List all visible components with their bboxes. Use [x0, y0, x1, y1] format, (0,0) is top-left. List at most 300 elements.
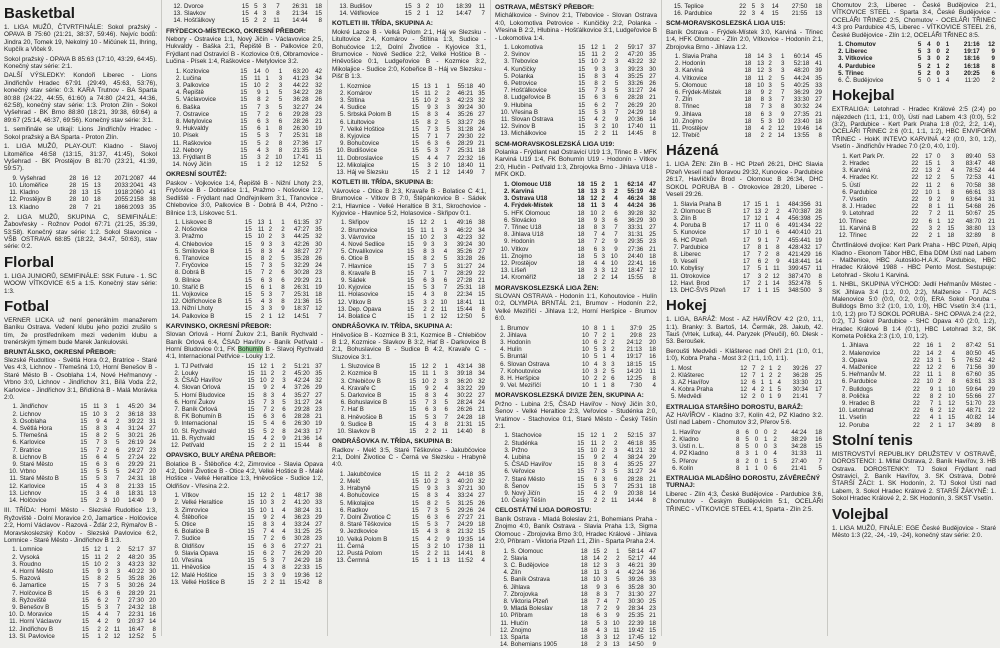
table-cell: 2 [598, 274, 606, 281]
table-cell: 8 [921, 393, 934, 400]
table-cell: 12 [109, 633, 121, 640]
table-cell: 9 [981, 55, 996, 62]
table-cell: 3 [432, 521, 439, 528]
team-name-cell: Václavovice [182, 96, 235, 103]
team-name-cell: Třinec [848, 218, 905, 225]
table-cell: 37 [145, 546, 157, 553]
table-cell: 35:28 [621, 584, 645, 591]
table-row [332, 147, 486, 154]
table-cell: 9. [166, 277, 181, 284]
table-cell: 5 [273, 255, 286, 262]
paragraph: Nebory - Ostravice 1:1, Nový Jičín - Václavovice 2:5, Hukvaldy - Baška 2:1, Řepiště B - Palkovice 2:0, Frýdlant nad Ostravicí B - Kozlovice 0:6, Olbramovice - Lučina - Písek 1:4, Raškovice - Metylovice 3:2. [166, 36, 323, 66]
table-row [332, 363, 486, 370]
table-cell: 26 [474, 500, 486, 507]
table-cell: 2 [265, 269, 273, 276]
standings-table [332, 3, 486, 17]
table-cell: 87:42 [956, 342, 982, 349]
table-cell: 5 [145, 633, 157, 640]
subheading: OKRESNÍ SOUTĚŽ: [166, 171, 323, 178]
table-cell: 18 [810, 118, 823, 125]
standings-table [495, 548, 657, 648]
table-cell: 3 [768, 443, 777, 450]
table-row [4, 204, 157, 211]
table-cell: 4 [590, 361, 599, 368]
table-cell: 9. [495, 382, 506, 389]
table-cell: 4 [275, 528, 287, 535]
team-name-cell: Jakubčovice [346, 471, 408, 478]
team-name-cell: Jihlava [681, 111, 740, 118]
table-cell: 10. [166, 428, 181, 435]
table-cell: 3 [415, 299, 428, 306]
table-cell: 12 [943, 407, 956, 414]
table-row [166, 507, 323, 514]
subheading: FRÝDECKO-MÍSTECKO, OKRESNÍ PŘEBOR: [166, 28, 323, 35]
team-name-cell: Sparta [510, 634, 577, 641]
team-name-cell: Vítkov B [347, 299, 402, 306]
table-row [4, 439, 157, 446]
table-cell: 29 [644, 454, 657, 461]
table-cell: 1 [759, 436, 768, 443]
table-row [495, 116, 657, 123]
team-name-cell: Třinec [681, 103, 740, 110]
table-row [832, 153, 996, 160]
table-cell: 3. [332, 378, 347, 385]
table-cell: 25 [643, 325, 657, 332]
table-cell: 46:21 [451, 90, 474, 97]
table-cell: 2 [589, 641, 601, 648]
table-cell: 3 [598, 483, 606, 490]
table-cell: 5. [4, 575, 18, 582]
table-cell: 7 [752, 103, 765, 110]
table-cell: 1 [762, 265, 769, 272]
table-cell: 17 [740, 229, 751, 236]
table-cell: 1 [773, 53, 786, 60]
table-cell: 19:36 [287, 572, 311, 579]
table-cell: 11 [921, 371, 934, 378]
table-cell: 35:26 [448, 248, 473, 255]
table-cell: 1 [432, 83, 439, 90]
team-name-cell: Hradec B [848, 400, 907, 407]
table-cell: 1. [166, 68, 182, 75]
table-cell: 18 [740, 118, 753, 125]
table-row [495, 188, 657, 195]
team-name-cell: Staré Těškovice [346, 521, 408, 528]
table-row [495, 123, 657, 130]
team-name-cell: Sádek [347, 277, 402, 284]
team-name-cell: Stachovice [510, 432, 572, 439]
table-cell: 2 [88, 497, 100, 504]
table-cell: 6 [420, 514, 432, 521]
table-cell: 3 [598, 468, 606, 475]
table-cell: 7 [589, 605, 601, 612]
table-row [166, 579, 323, 586]
table-row [166, 262, 323, 269]
table-row [666, 237, 823, 244]
table-cell: 18:15 [616, 361, 643, 368]
table-cell: 4 [101, 454, 109, 461]
table-cell: 21:55 [780, 10, 809, 17]
table-row [832, 407, 996, 414]
table-cell: 3 [273, 241, 286, 248]
table-cell: 2. [495, 440, 510, 447]
team-name-cell: Vysoká [18, 554, 77, 561]
table-cell: 2 [933, 174, 941, 181]
team-name-cell: Skřipov [347, 219, 402, 226]
table-cell: 15 [243, 535, 255, 542]
table-row [332, 399, 486, 406]
table-cell: 8 [273, 298, 286, 305]
table-row [495, 44, 657, 51]
team-name-cell: H. Heršpice [506, 375, 576, 382]
table-cell: 3 [432, 514, 439, 521]
table-cell: 0 [750, 458, 759, 465]
table-row [666, 458, 823, 465]
table-cell: 38:24 [287, 507, 311, 514]
table-cell: 12 [752, 67, 765, 74]
team-name-cell: Frýdek-Místek [681, 89, 740, 96]
table-cell: 9 [109, 618, 121, 625]
team-name-cell: Větřkovice [349, 10, 398, 17]
table-cell: 2 [933, 196, 941, 203]
table-cell: 41 [982, 174, 996, 181]
table-cell: 14 [983, 414, 997, 421]
table-cell: 4 [101, 490, 109, 497]
table-row [4, 461, 157, 468]
table-cell: 3 [265, 291, 273, 298]
table-cell: 29:26 [451, 507, 474, 514]
table-cell: 8 [812, 273, 823, 280]
table-cell: 2. [332, 90, 346, 97]
table-cell: 35 [145, 554, 157, 561]
table-cell: 8. [332, 414, 347, 421]
table-cell: 5 [752, 118, 765, 125]
table-cell: 11:20 [950, 77, 980, 84]
table-cell: 6 [590, 339, 599, 346]
table-cell: 14. [332, 313, 347, 320]
table-cell: 8 [88, 432, 100, 439]
table-row [666, 372, 823, 379]
table-row [332, 277, 486, 284]
table-cell: 2 [428, 313, 436, 320]
team-name-cell: Slavia Praha B [680, 201, 740, 208]
table-cell: 38 [311, 492, 323, 499]
table-cell: 15 [408, 104, 420, 111]
table-cell: 4 [943, 350, 956, 357]
paragraph: Chomutov 2:3, Liberec - České Budějovice 2:1, VÍTKOVICE STEEL - Sparta 3:4, České Budějovice - OCELÁŘI TŘINEC 2:5, Chomutov - OCELÁŘI TŘINEC 4:3 pro Pardubice 4:5, Liberec - VÍTKOVICE STEEL 2:6, České Budějovice - Zlín 1:2, OCELÁŘI TŘINEC 8:5. [832, 2, 996, 39]
table-cell: 1. [332, 363, 347, 370]
table-cell: 2 [748, 393, 756, 400]
standings-table [4, 546, 157, 640]
table-cell: 22:34 [448, 291, 473, 298]
table-cell: 2 [757, 365, 765, 372]
table-cell: 3. [495, 58, 510, 65]
table-cell: 5 [109, 575, 121, 582]
table-cell: 2 [934, 407, 942, 414]
table-cell: 5. [832, 70, 844, 77]
table-cell: 15 [405, 406, 417, 413]
table-cell: 17 [919, 153, 933, 160]
table-cell: 3 [598, 246, 606, 253]
table-cell: 10. [332, 428, 347, 435]
table-cell: 5 [417, 414, 429, 421]
team-name-cell: Slavkov [183, 10, 236, 17]
table-cell: 10 [943, 386, 956, 393]
table-cell: 7 [606, 483, 618, 490]
table-cell: 9 [88, 418, 100, 425]
table-cell: 33 [810, 82, 823, 89]
table-cell: 15 [751, 201, 762, 208]
table-cell: 47 [644, 181, 657, 188]
table-row [495, 246, 657, 253]
table-cell: 2 [428, 219, 436, 226]
table-cell: 30:26 [121, 582, 145, 589]
table-row [832, 414, 996, 421]
table-row [495, 181, 657, 188]
table-cell: 10 [919, 189, 933, 196]
table-cell: 6. [332, 399, 347, 406]
table-row [495, 51, 657, 58]
table-cell: 8. [166, 413, 181, 420]
table-cell: 15 [402, 270, 415, 277]
team-name-cell: Smilovice B [181, 248, 240, 255]
table-cell: 0 [932, 41, 941, 48]
table-cell: 21 [644, 246, 657, 253]
table-cell: 42 [983, 357, 997, 364]
table-cell: 12:25 [616, 375, 643, 382]
table-cell: 18 [145, 475, 157, 482]
table-cell: 15 [76, 447, 88, 454]
table-cell: 3 [102, 604, 109, 611]
table-cell: 26:31 [286, 284, 311, 291]
table-cell: 6 [415, 277, 428, 284]
table-cell: 12 [919, 174, 933, 181]
table-row [166, 543, 323, 550]
table-cell: 1 [415, 313, 428, 320]
table-cell: 5 [437, 399, 449, 406]
table-cell: 18 [473, 284, 486, 291]
table-cell: 30 [645, 584, 657, 591]
table-cell: 18 [573, 188, 586, 195]
table-cell: 10 [576, 375, 590, 382]
table-cell: 42 [310, 68, 323, 75]
table-cell: 17 [740, 287, 751, 294]
table-row [832, 48, 996, 55]
table-row [4, 196, 157, 203]
table-cell: 2 [109, 554, 121, 561]
standings-table [332, 471, 486, 565]
team-name-cell: Bolatice B [181, 528, 243, 535]
table-cell: 11. [832, 225, 848, 232]
table-cell: 4 [255, 435, 267, 442]
table-cell: 22 [907, 378, 920, 385]
table-cell: 15 [408, 111, 420, 118]
team-name-cell: Slavkov B [347, 428, 405, 435]
table-cell: 2 [922, 63, 931, 70]
table-cell: 3. [4, 418, 19, 425]
table-cell: 15 [408, 557, 420, 564]
team-name-cell: Liberec [680, 251, 740, 258]
table-cell: 10. [166, 132, 182, 139]
team-name-cell: Hlubina [510, 102, 573, 109]
team-name-cell: Lokomotiva [510, 44, 573, 51]
table-cell: 32 [310, 233, 323, 240]
table-cell: 3 [598, 361, 607, 368]
table-cell: 39:26 [621, 576, 645, 583]
text-run: Slovan Orlová - Horní Žukov 2:1, Baník Rychvald - Baník Orlová 6:4, ČSAD Havířov - Baník Petřvald - Horní Bludovice 0:1, FK [166, 331, 323, 353]
table-cell: 13 [439, 557, 451, 564]
table-cell: 63:61 [956, 378, 982, 385]
table-cell: 12:52 [121, 633, 145, 640]
table-cell: 5 [250, 3, 259, 10]
table-cell: 1 [769, 201, 780, 208]
table-cell: 4 [601, 598, 609, 605]
table-cell: 12. [4, 196, 19, 203]
table-cell: 11 [644, 123, 657, 130]
table-cell: 2 [762, 208, 769, 215]
table-cell: 1 [934, 342, 942, 349]
table-cell: 3 [432, 126, 439, 133]
table-cell: 6 [606, 476, 618, 483]
table-cell: 15 [235, 118, 248, 125]
team-name-cell: Bolatice C [347, 313, 402, 320]
table-cell: 16 [77, 175, 89, 182]
table-cell: 15 [243, 550, 255, 557]
team-name-cell: Baška [182, 104, 235, 111]
table-cell: 34 [473, 370, 486, 377]
table-cell: 28 [65, 189, 77, 196]
table-cell: 3. [832, 357, 848, 364]
team-name-cell: HFK Olomouc [510, 210, 572, 217]
table-cell: 2 [598, 332, 607, 339]
table-cell: 5. [666, 82, 681, 89]
table-cell: 3 [265, 248, 273, 255]
team-name-cell: Jihlava [510, 584, 577, 591]
table-cell: 27 [809, 365, 823, 372]
table-cell: 15 [408, 500, 420, 507]
table-cell: 27 [474, 492, 486, 499]
table-cell: 37:21 [451, 485, 474, 492]
table-cell: 5 [751, 265, 762, 272]
team-name-cell: Sluzovice B [347, 363, 405, 370]
table-cell: 15 [243, 442, 255, 449]
table-cell: 8 [586, 73, 599, 80]
team-name-cell: Vítkovice [844, 55, 913, 62]
standings-table [332, 83, 486, 177]
table-cell: 39:18 [449, 370, 474, 377]
table-cell: 5 [420, 521, 432, 528]
team-name-cell: FK Bohumín B [181, 413, 244, 420]
table-cell: 23 [644, 238, 657, 245]
table-cell: 15 [240, 298, 253, 305]
table-cell: 9 [90, 568, 102, 575]
column-1 [0, 0, 162, 636]
table-cell: 2 [599, 130, 607, 137]
text-run: B - Slavoj Rychvald 4:1, Internacional Petřvice - Louky 1:2. [166, 346, 323, 360]
table-cell: 9 [752, 89, 765, 96]
table-cell: 14 [474, 536, 486, 543]
table-row [832, 232, 996, 239]
table-cell: 2055:2158 [102, 196, 145, 203]
table-cell: 1 [934, 371, 942, 378]
table-cell: 15 [76, 432, 88, 439]
table-cell: 15 [240, 248, 253, 255]
table-cell: 7 [589, 598, 601, 605]
table-cell: 5 [273, 262, 286, 269]
table-cell: 47:27 [286, 226, 311, 233]
table-cell: 27:27 [287, 543, 311, 550]
table-cell: 3 [590, 368, 599, 375]
table-cell: 15 [235, 140, 248, 147]
table-cell: 27:35 [785, 111, 810, 118]
table-cell: 14:49 [451, 169, 474, 176]
table-row [4, 597, 157, 604]
table-cell: 15 [76, 454, 88, 461]
table-cell: 2 [598, 368, 607, 375]
table-row [4, 490, 157, 497]
table-cell: 18 [573, 260, 586, 267]
table-cell: 15 [402, 263, 415, 270]
table-cell: 3 [259, 3, 268, 10]
table-cell: 18 [576, 569, 588, 576]
table-cell: 14 [752, 53, 765, 60]
table-cell: 21 [810, 111, 823, 118]
table-row [495, 224, 657, 231]
table-cell: 2 [432, 543, 439, 550]
table-row [832, 371, 996, 378]
table-cell: 2. [666, 436, 678, 443]
standings-table [332, 219, 486, 320]
table-cell: 17 [740, 244, 751, 251]
table-row [832, 70, 996, 77]
table-cell: 22 [907, 357, 920, 364]
table-cell: 1. [332, 219, 347, 226]
table-cell: 16 [644, 260, 657, 267]
table-cell: 18 [576, 605, 588, 612]
table-cell: 24 [644, 468, 657, 475]
table-cell: 13. [332, 3, 349, 10]
table-cell: 20:38 [618, 490, 644, 497]
team-name-cell: Otice [181, 521, 243, 528]
subheading: SCM-MORAVSKOSLEZSKÁ LIGA U19: [495, 141, 657, 148]
table-cell: 3 [428, 291, 436, 298]
table-cell: 10 [585, 447, 598, 454]
table-cell: 4. [832, 364, 848, 371]
table-cell: 13. [166, 10, 183, 17]
table-cell: 44 [982, 167, 996, 174]
table-cell: 2033:2041 [102, 182, 145, 189]
table-cell: 0 [759, 429, 768, 436]
table-cell: 35:28 [286, 255, 311, 262]
table-row [832, 210, 996, 217]
table-cell: 3 [270, 82, 283, 89]
table-cell: 33:31 [619, 224, 645, 231]
table-cell: 2 [102, 554, 109, 561]
table-cell: 22 [983, 407, 997, 414]
team-name-cell: Michálkovice [510, 130, 573, 137]
table-cell: 13 [919, 167, 933, 174]
table-cell: 1 [933, 218, 941, 225]
table-row [495, 195, 657, 202]
table-cell: 22 [907, 422, 920, 429]
table-row [666, 365, 823, 372]
table-row [332, 378, 486, 385]
table-cell: 7 [608, 598, 620, 605]
team-name-cell: Č. Budějovice [844, 77, 913, 84]
team-name-cell: Bulldogs [848, 386, 907, 393]
table-cell: 12 [417, 363, 429, 370]
table-cell: 15 [572, 432, 585, 439]
table-cell: 23:40 [785, 118, 810, 125]
